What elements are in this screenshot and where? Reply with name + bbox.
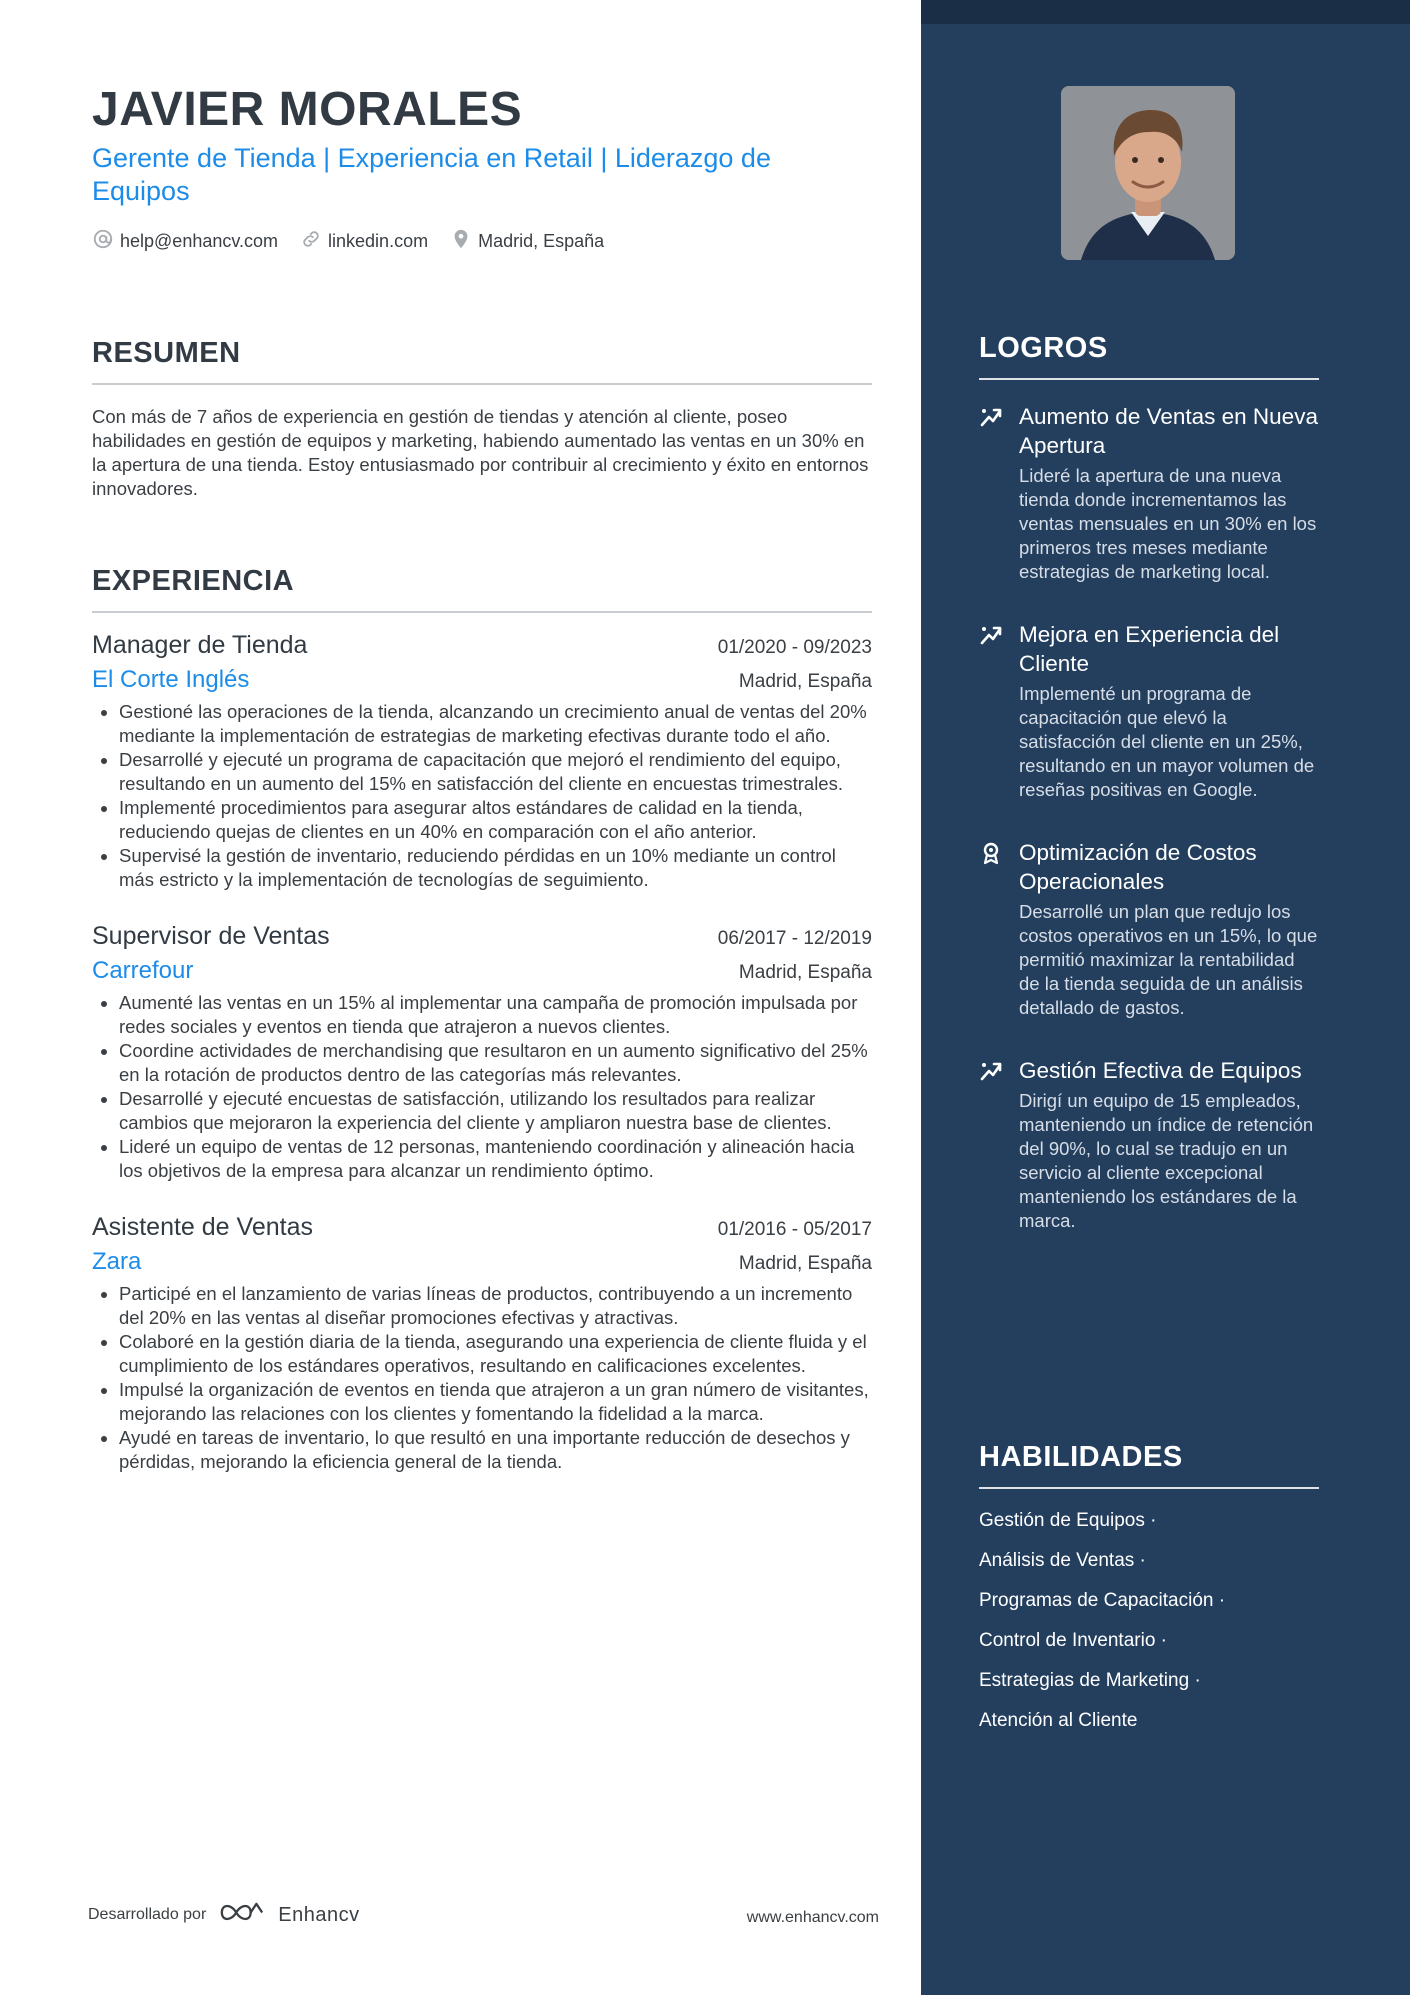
bullet-item: • Coordine actividades de merchandising que resultaron en un aumento significativo del 25% en la rotación de productos dentro de las categorías más relevantes. (119, 1039, 872, 1087)
location-text: Madrid, España (478, 231, 605, 251)
bullet-item: • Impulsé la organización de eventos en tienda que atrajeron a un gran número de visitantes, mejorando las relaciones con los clientes y fomentando la fidelidad a la marca. (119, 1378, 872, 1426)
skill-item: Programas de Capacitación · (979, 1590, 1226, 1611)
linkedin-text: linkedin.com (328, 231, 429, 251)
bullet-item: • Ayudé en tareas de inventario, lo que resultó en una importante reducción de desechos y pérdidas, mejorando la eficiencia general de la tienda. (119, 1426, 872, 1474)
summary-title: RESUMEN (92, 337, 241, 369)
achievement-item (979, 402, 1319, 584)
job-company: Carrefour (92, 957, 194, 984)
summary-text: Con más de 7 años de experiencia en gestión de tiendas y atención al cliente, poseo habilidades en gestión de equipos y marketing, habiendo aumentado las ventas en un 30% en la apertura de una tienda. Estoy entusiasmado por contribuir al crecimiento y éxito en entornos innovadores. (92, 406, 869, 499)
skills-section (979, 1439, 1319, 1749)
at-icon (92, 228, 114, 255)
achievement-desc: Implementé un programa de capacitación que elevó la satisfacción del cliente en un 25%, resultando en un mayor volumen de reseñas positivas en Google. (1019, 683, 1315, 800)
footer-branding (88, 1900, 360, 1930)
growth-icon (979, 402, 1005, 584)
job-title: Supervisor de Ventas (92, 922, 330, 950)
skills-list (979, 1509, 1319, 1733)
job-location: Madrid, España (738, 1253, 872, 1274)
job-title: Manager de Tienda (92, 631, 308, 659)
bullet-item: • Participé en el lanzamiento de varias líneas de productos, contribuyendo a un incremento del 20% en las ventas al diseñar promociones efectivas y atractivas. (119, 1282, 872, 1330)
job-location: Madrid, España (738, 962, 872, 983)
bullet-item: • Desarrollé y ejecuté encuestas de satisfacción, utilizando los resultados para realizar cambios que mejoraron la experiencia del cliente y ampliaron nuestra base de clientes. (119, 1087, 872, 1135)
skill-item: Gestión de Equipos · (979, 1510, 1157, 1531)
job-dates: 01/2016 - 05/2017 (717, 1219, 872, 1240)
skill-item: Análisis de Ventas · (979, 1550, 1146, 1571)
achievement-title: Optimización de Costos Operacionales (1019, 840, 1257, 894)
job-dates: 06/2017 - 12/2019 (717, 928, 872, 949)
job-company: El Corte Inglés (92, 666, 250, 693)
job-bullets (92, 1282, 872, 1474)
section-divider (92, 383, 872, 385)
email-text: help@enhancv.com (120, 231, 279, 251)
skill-item: Estrategias de Marketing · (979, 1670, 1201, 1691)
bullet-item: • Supervisé la gestión de inventario, reduciendo pérdidas en un 10% mediante un control más estricto y la implementación de tecnologías de seguimiento. (119, 844, 872, 892)
growth-icon (979, 1056, 1005, 1233)
job-company: Zara (92, 1248, 142, 1275)
brand-name: Enhancv (278, 1903, 360, 1926)
achievement-item (979, 1056, 1319, 1233)
contact-email[interactable] (92, 228, 278, 255)
section-divider (92, 611, 872, 613)
bullet-item: • Gestioné las operaciones de la tienda, alcanzando un crecimiento anual de ventas del 20% mediante la implementación de estrategias de marketing efectivas durante todo el año. (119, 700, 872, 748)
achievement-title: Mejora en Experiencia del Cliente (1019, 622, 1280, 676)
experience-section (92, 563, 872, 1474)
profile-photo (1061, 86, 1235, 260)
achievement-item (979, 838, 1319, 1020)
bullet-item: • Aumenté las ventas en un 15% al implementar una campaña de promoción impulsada por redes sociales y eventos en tienda que atrajeron a nuevos clientes. (119, 991, 872, 1039)
achievement-item (979, 620, 1319, 802)
skill-item: Atención al Cliente (979, 1710, 1138, 1731)
bullet-item: • Colaboré en la gestión diaria de la tienda, asegurando una experiencia de cliente fluida y el cumplimiento de los estándares operativos, resultando en calificaciones excelentes. (119, 1330, 872, 1378)
award-icon (979, 838, 1005, 1020)
section-divider (979, 378, 1319, 380)
achievements-title: LOGROS (979, 332, 1108, 364)
job-entry (92, 922, 872, 1183)
summary-section (92, 335, 872, 501)
candidate-name: JAVIER MORALES (92, 83, 523, 136)
job-entry (92, 631, 872, 892)
footer-website[interactable]: www.enhancv.com (746, 1909, 879, 1926)
experience-title: EXPERIENCIA (92, 565, 295, 597)
achievements-section (979, 330, 1319, 1233)
achievement-title: Gestión Efectiva de Equipos (1019, 1058, 1302, 1083)
job-location: Madrid, España (738, 671, 872, 692)
sidebar-top-bar (921, 0, 1410, 24)
job-entry (92, 1213, 872, 1474)
job-title: Asistente de Ventas (92, 1213, 313, 1241)
bullet-item: • Implementé procedimientos para asegurar altos estándares de calidad en la tienda, reduciendo quejas de clientes en un 40% en comparación con el año anterior. (119, 796, 872, 844)
bullet-item: • Desarrollé y ejecuté un programa de capacitación que mejoró el rendimiento del equipo, resultando en un aumento del 15% en satisfacción del cliente en encuestas trimestrales. (119, 748, 872, 796)
enhancv-logo-icon (218, 1900, 266, 1930)
achievement-desc: Dirigí un equipo de 15 empleados, manteniendo un índice de retención del 90%, lo cual se tradujo en un servicio al cliente excepcional manteniendo los estándares de la marca. (1019, 1090, 1314, 1231)
job-bullets (92, 991, 872, 1183)
powered-by-text: Desarrollado por (88, 1906, 207, 1923)
bullet-item: • Lideré un equipo de ventas de 12 personas, manteniendo coordinación y alineación hacia los objetivos de la empresa para alcanzar un rendimiento óptimo. (119, 1135, 872, 1183)
achievement-desc: Lideré la apertura de una nueva tienda donde incrementamos las ventas mensuales en un 30% en los primeros tres meses mediante estrategias de marketing local. (1019, 465, 1317, 582)
headline: Gerente de Tienda | Experiencia en Retail | Liderazgo de Equipos (92, 143, 771, 206)
growth-icon (979, 620, 1005, 802)
contact-row (92, 228, 872, 255)
link-icon (300, 228, 322, 255)
skills-title: HABILIDADES (979, 1441, 1183, 1473)
main-column (92, 80, 872, 1474)
achievement-desc: Desarrollé un plan que redujo los costos operativos en un 15%, lo que permitió maximizar la rentabilidad de la tienda seguida de un análisis detallado de gastos. (1019, 901, 1318, 1018)
contact-linkedin[interactable] (300, 228, 428, 255)
sidebar (921, 0, 1410, 1995)
skill-item: Control de Inventario · (979, 1630, 1167, 1651)
achievement-title: Aumento de Ventas en Nueva Apertura (1019, 404, 1318, 458)
contact-location (450, 228, 604, 255)
section-divider (979, 1487, 1319, 1489)
map-pin-icon (450, 228, 472, 255)
job-bullets (92, 700, 872, 892)
job-dates: 01/2020 - 09/2023 (717, 637, 872, 658)
